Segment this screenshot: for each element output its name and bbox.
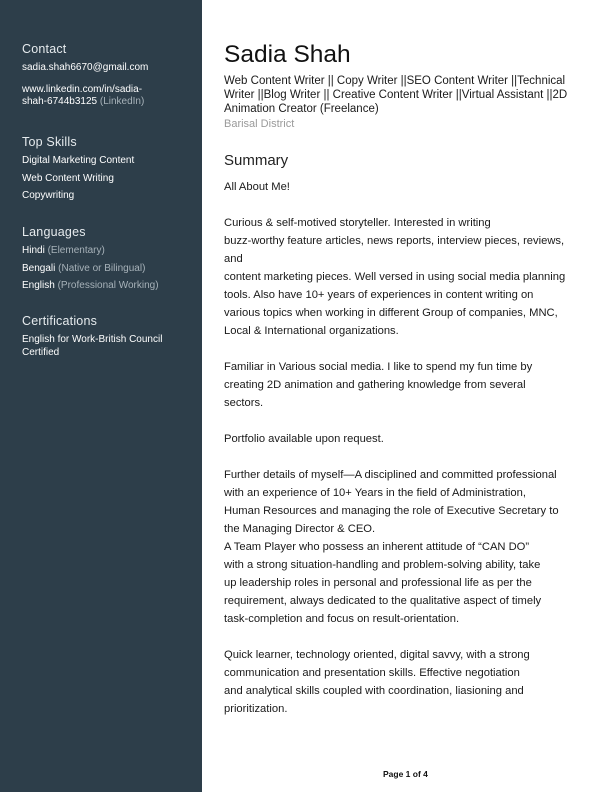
candidate-name: Sadia Shah xyxy=(224,41,351,68)
language-name: Hindi xyxy=(22,245,45,256)
language-item xyxy=(22,245,192,257)
contact-email[interactable]: sadia.shah6670@gmail.com xyxy=(22,62,149,73)
top-skills-heading: Top Skills xyxy=(22,135,77,149)
certification-line2: Certified xyxy=(22,346,60,358)
languages-section xyxy=(22,225,192,298)
certification-item xyxy=(22,334,192,359)
linkedin-url-line1: www.linkedin.com/in/sadia- xyxy=(22,83,143,95)
language-level: (Professional Working) xyxy=(57,280,159,291)
language-item xyxy=(22,280,192,292)
skill-item: Web Content Writing xyxy=(22,172,114,184)
skill-item: Digital Marketing Content xyxy=(22,155,135,166)
certification-line1: English for Work-British Council xyxy=(22,334,163,345)
headline-line2: Writer ||Blog Writer || Creative Content Writer ||Virtual Assistant ||2D xyxy=(224,89,568,101)
summary-heading: Summary xyxy=(224,152,289,169)
linkedin-url[interactable] xyxy=(22,84,192,109)
language-item xyxy=(22,263,192,275)
contact-section xyxy=(22,42,192,109)
contact-heading: Contact xyxy=(22,42,67,56)
language-level: (Native or Bilingual) xyxy=(58,262,146,274)
language-name: Bengali xyxy=(22,262,56,274)
sidebar xyxy=(0,0,202,792)
skill-item: Copywriting xyxy=(22,190,75,201)
certifications-section xyxy=(22,314,192,359)
top-skills-section xyxy=(22,135,192,208)
headline xyxy=(224,74,594,116)
headline-line1: Web Content Writer || Copy Writer ||SEO Content Writer ||Technical xyxy=(224,75,566,87)
location: Barisal District xyxy=(224,118,295,130)
headline-line3: Animation Creator (Freelance) xyxy=(224,103,379,115)
summary-body: All About Me! Curious & self-motived storyteller. Interested in writing buzz-worthy feature articles, news reports, interview pieces, reviews, and content marketing pieces. Well versed in using social media planning tools. Also have 10+ years of experiences in content writing on various topics when working in different Group of companies, MNC, Local & International organizations. Familiar in Various social media. I like to spend my fun time by creating 2D animation and gathering knowledge from several sectors. Portfolio available upon request. Further details of myself—A disciplined and committed professional with an experience of 10+ Years in the field of Administration, Human Resources and managing the role of Executive Secretary to the Managing Director & CEO. A Team Player who possess an inherent attitude of “CAN DO” with a strong situation-handling and problem-solving ability, take up leadership roles in personal and professional life as per the requirement, always dedicated to the qualitative aspect of timely task-completion and focus on result-orientation. Quick learner, technology oriented, digital savvy, with a strong communication and presentation skills. Effective negotiation and analytical skills coupled with coordination, liasioning and prioritization. xyxy=(224,181,566,715)
page-number: Page 1 of 4 xyxy=(383,769,428,779)
linkedin-url-line2: shah-6744b3125 xyxy=(22,96,98,107)
main-content xyxy=(224,40,594,718)
language-name: English xyxy=(22,280,55,291)
certifications-heading: Certifications xyxy=(22,314,98,328)
languages-heading: Languages xyxy=(22,225,86,239)
linkedin-label: (LinkedIn) xyxy=(99,96,145,107)
language-level: (Elementary) xyxy=(47,245,105,256)
